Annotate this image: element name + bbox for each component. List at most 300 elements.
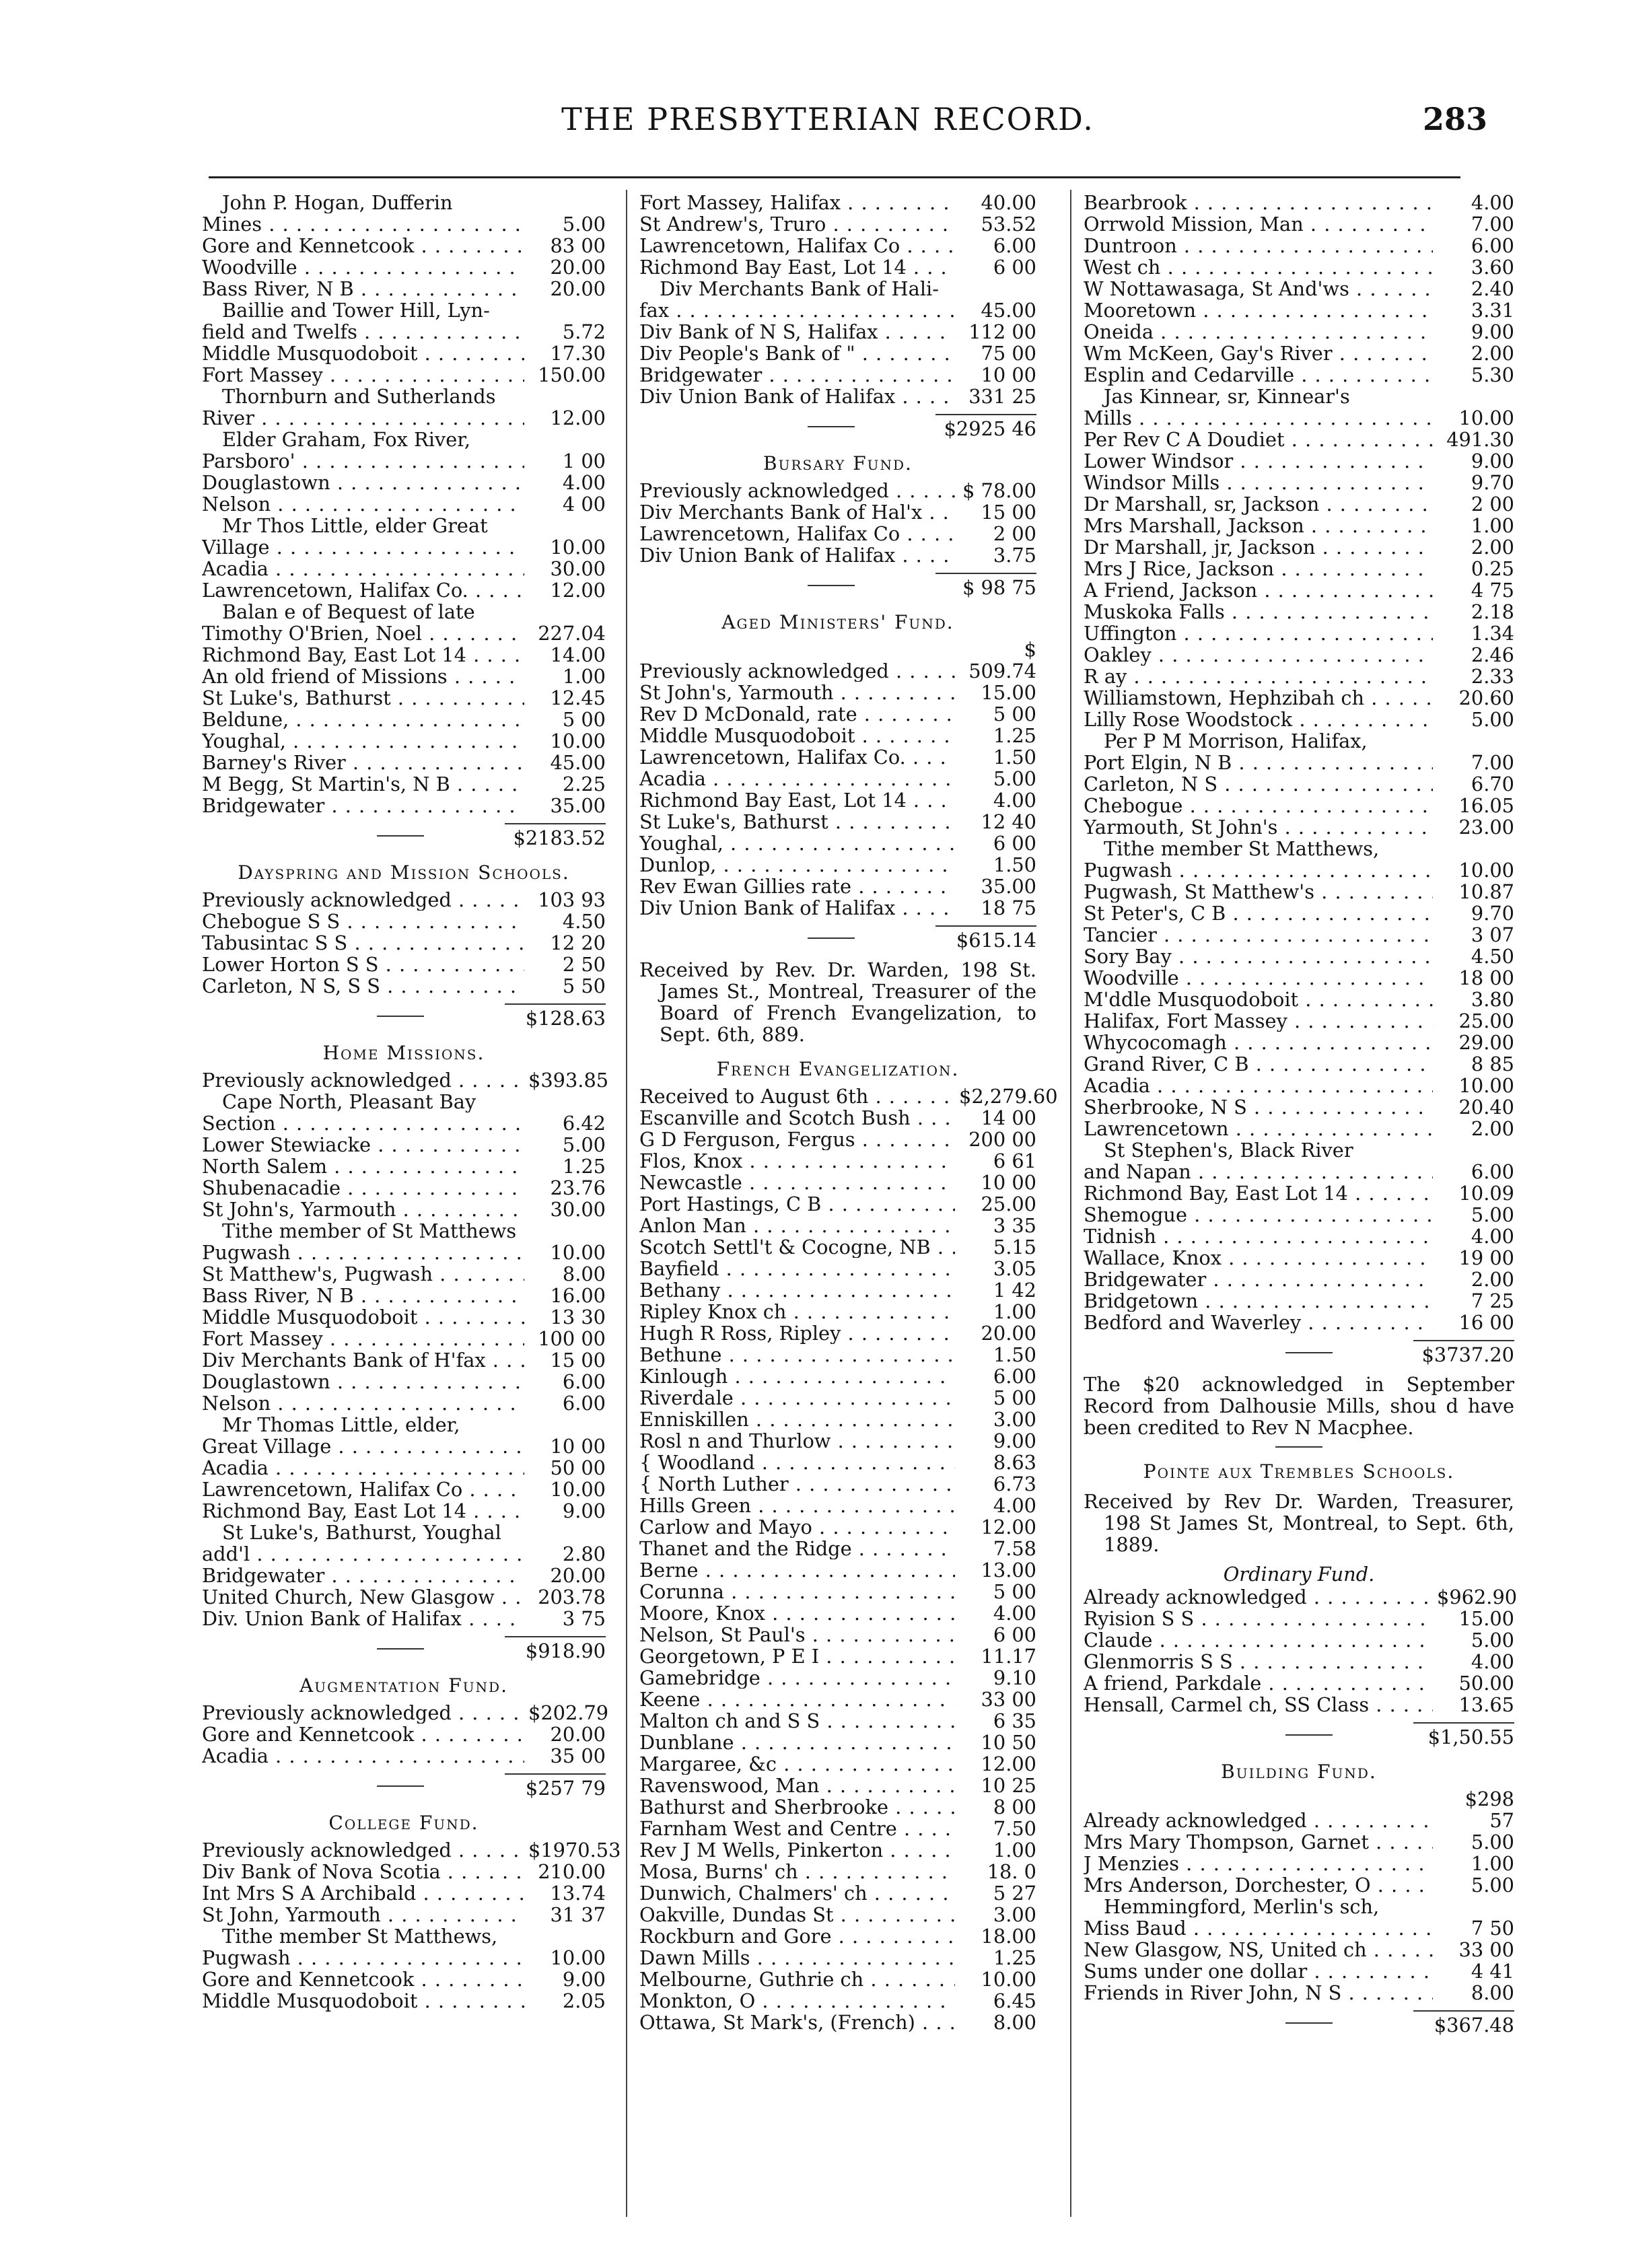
entry-label: Div Merchants Bank of Hali- [660, 278, 939, 299]
entry-label: Riverdale . . . [639, 1387, 955, 1409]
entry-label: Uffington . . . [1084, 623, 1433, 644]
entry-label: Thornburn and Sutherlands [222, 386, 496, 407]
ledger-entry [202, 1156, 606, 1177]
section-title: Building Fund. [1221, 1761, 1377, 1783]
ledger-entry [1084, 1312, 1514, 1333]
entry-label: Richmond Bay, East Lot 14 . . . [202, 1500, 524, 1522]
entry-label: Windsor Mills . . . [1084, 472, 1433, 493]
entry-label: Div Bank of Nova Scotia . . . [202, 1861, 524, 1882]
entry-list [639, 192, 1036, 407]
ledger-entry [202, 932, 606, 954]
ledger-entry [202, 1608, 606, 1629]
entry-amount: 33 00 [1458, 1938, 1514, 1961]
entry-amount: 12.00 [981, 1516, 1036, 1538]
entry-label: Village . . . [202, 536, 524, 558]
ledger-entry [1084, 623, 1514, 644]
entry-label: Dunwich, Chalmers' ch . . . [639, 1882, 955, 1904]
entry-amount: 7.00 [1471, 213, 1514, 236]
ledger-entry [1084, 407, 1514, 429]
entry-label: Acadia . . . [202, 1457, 524, 1479]
entry-label: Lawrencetown, Halifax Co. . . . [202, 579, 524, 601]
ledger-entry [202, 386, 606, 407]
entry-amount: 203.78 [538, 1586, 606, 1608]
ledger-entry [1084, 1831, 1514, 1853]
ledger-entry [202, 536, 606, 558]
entry-amount: 331 25 [968, 385, 1036, 408]
entry-label: Hills Green . . . [639, 1495, 955, 1516]
ledger-entry [202, 256, 606, 278]
ledger-entry [202, 1285, 606, 1306]
ledger-entry [1084, 687, 1514, 709]
entry-label: Parsboro' . . . [202, 450, 524, 472]
ledger-entry [1084, 1672, 1514, 1694]
entry-label: Port Hastings, C B . . . [639, 1193, 955, 1215]
ledger-entry [639, 278, 1036, 299]
entry-list [202, 1701, 609, 1767]
column-rule [626, 190, 627, 2217]
entry-amount: 112 00 [968, 320, 1036, 343]
entry-amount: 8.63 [993, 1451, 1036, 1474]
ledger-entry [1084, 493, 1514, 515]
ledger-entry [202, 1134, 606, 1156]
entry-label: Div Union Bank of Halifax . . . [639, 386, 955, 407]
ledger-entry [1084, 924, 1514, 946]
entry-amount: 10.00 [550, 1478, 606, 1501]
ledger-entry [639, 1322, 1036, 1344]
entry-amount: 103 93 [538, 888, 606, 911]
entry-label: Rosl n and Thurlow . . . [639, 1430, 955, 1452]
entry-label: Rockburn and Gore . . . [639, 1925, 955, 1947]
entry-label: Carlow and Mayo . . . [639, 1516, 955, 1538]
entry-amount: 6.73 [993, 1473, 1036, 1495]
entry-label: Nelson . . . [202, 1392, 524, 1414]
entry-label: Shubenacadie . . . [202, 1177, 524, 1199]
entry-amount: 4.50 [1471, 945, 1514, 968]
correction-note: The $20 acknowledged in September Record from Dalhousie Mills, shou d have been credited to Rev N Macphee. [1084, 1373, 1514, 1439]
entry-amount: 5.00 [1471, 1203, 1514, 1226]
entry-amount: 10.00 [1458, 859, 1514, 882]
entry-label: Grand River, C B . . . [1084, 1053, 1433, 1075]
entry-label: St John's, Yarmouth . . . [639, 682, 955, 703]
entry-amount: 4.00 [1471, 191, 1514, 214]
ledger-entry [639, 1279, 1036, 1301]
ledger-entry [202, 364, 606, 386]
entry-amount: 5 00 [562, 708, 606, 731]
entry-amount: 11.17 [981, 1645, 1036, 1668]
entry-amount: 8.00 [1471, 1981, 1514, 2004]
ledger-entry [639, 1473, 1036, 1495]
entry-amount: 9.70 [1471, 902, 1514, 925]
ledger-entry [639, 1516, 1036, 1538]
ledger-entry [1084, 967, 1514, 989]
entry-amount: 10 00 [981, 1171, 1036, 1194]
ledger-entry [639, 299, 1036, 321]
entry-label: Yarmouth, St John's . . . [1084, 816, 1433, 838]
entry-amount: 23.76 [550, 1176, 606, 1199]
entry-amount: 5.30 [1471, 363, 1514, 386]
entry-label: Pugwash . . . [202, 1947, 524, 1969]
entry-label: Rev J M Wells, Pinkerton . . . [639, 1839, 955, 1861]
entry-label: An old friend of Missions . . . [202, 666, 524, 687]
entry-label: Ripley Knox ch . . . [639, 1301, 955, 1322]
entry-label: add'l . . . [202, 1543, 524, 1565]
ledger-entry [1084, 1226, 1514, 1247]
entry-list [1084, 1586, 1518, 1716]
entry-list [202, 192, 606, 816]
ledger-entry [639, 1753, 1036, 1775]
ledger-entry [202, 1925, 606, 1947]
entry-label: Div Union Bank of Halifax . . . [639, 544, 955, 566]
section-title: Dayspring and Mission Schools. [238, 861, 570, 884]
entry-label: Lilly Rose Woodstock . . . [1084, 709, 1433, 730]
entry-amount: 6 00 [993, 256, 1036, 279]
entry-amount: 10.00 [550, 1946, 606, 1969]
entry-amount: 5.00 [562, 213, 606, 236]
ledger-entry [639, 682, 1036, 703]
entry-label: Mrs Mary Thompson, Garnet . . . [1084, 1831, 1433, 1853]
running-title: THE PRESBYTERIAN RECORD. [561, 101, 1094, 137]
entry-amount: 3.80 [1471, 988, 1514, 1011]
ledger-entry [1084, 795, 1514, 816]
ledger-entry [639, 1215, 1036, 1236]
ledger-entry [202, 687, 606, 709]
section-title: Augmentation Fund. [299, 1674, 508, 1697]
entry-amount: 1.50 [993, 746, 1036, 769]
entry-label: Gore and Kennetcook . . . [202, 1969, 524, 1990]
entry-amount: 210.00 [538, 1860, 606, 1883]
entry-label: Bridgewater . . . [639, 364, 955, 386]
ledger-entry [202, 1457, 606, 1479]
entry-label: Kinlough . . . [639, 1366, 955, 1387]
entry-amount: 19 00 [1458, 1246, 1514, 1269]
entry-label: Previously acknowledged . . . [202, 1069, 524, 1091]
entry-label: Chebogue S S . . . [202, 911, 524, 932]
entry-label: Duntroon . . . [1084, 235, 1433, 256]
ledger-entry [202, 911, 606, 932]
ledger-entry [639, 1409, 1036, 1430]
ledger-entry [202, 1586, 606, 1608]
ledger-entry [1084, 1939, 1514, 1960]
ledger-entry [639, 1947, 1036, 1969]
entry-amount: 2.05 [562, 1989, 606, 2012]
ledger-entry [639, 523, 1036, 544]
entry-label: Dr Marshall, sr, Jackson . . . [1084, 493, 1433, 515]
ledger-entry [202, 1839, 621, 1862]
entry-amount: $202.79 [528, 1701, 609, 1724]
entry-label: Enniskillen . . . [639, 1409, 955, 1430]
entry-label: Mooretown . . . [1084, 299, 1433, 321]
entry-label: Rev D McDonald, rate . . . [639, 703, 955, 725]
entry-amount: 3.00 [993, 1903, 1036, 1926]
entry-label: Rev Ewan Gillies rate . . . [639, 876, 955, 897]
ledger-entry [1084, 1139, 1514, 1161]
entry-label: St Peter's, C B . . . [1084, 902, 1433, 924]
entry-label: Muskoka Falls . . . [1084, 601, 1433, 623]
ledger-entry [202, 1177, 606, 1199]
entry-label: Ottawa, St Mark's, (French) . . . [639, 2012, 955, 2033]
ledger-entry [202, 1306, 606, 1328]
entry-label: Previously acknowledged . . . [639, 480, 955, 501]
entry-amount: 6.45 [993, 1989, 1036, 2012]
ledger-entry [202, 1328, 606, 1349]
ledger-entry [202, 429, 606, 450]
entry-label: Mr Thomas Little, elder, [222, 1414, 460, 1436]
entry-amount: 5 00 [993, 703, 1036, 725]
entry-label: Tithe member of St Matthews [222, 1220, 517, 1242]
entry-label: Dunblane . . . [639, 1732, 955, 1753]
ledger-entry [639, 1602, 1036, 1624]
entry-amount: 12.00 [550, 406, 606, 429]
ledger-entry [1084, 666, 1514, 687]
entry-amount: 1.50 [993, 1343, 1036, 1366]
ledger-entry [202, 1069, 609, 1092]
ledger-entry [202, 407, 606, 429]
entry-label: Gore and Kennetcook . . . [202, 1724, 524, 1745]
entry-amount: 35.00 [550, 794, 606, 817]
entry-amount: 12.45 [550, 686, 606, 709]
entry-label: Balan e of Bequest of late [222, 601, 475, 623]
entry-label: field and Twelfs . . . [202, 321, 524, 343]
ledger-entry [639, 703, 1036, 725]
ledger-entry [202, 1242, 606, 1263]
entry-label: Section . . . [202, 1112, 524, 1134]
entry-label: Halifax, Fort Massey . . . [1084, 1010, 1433, 1032]
ledger-entry [202, 954, 606, 975]
entry-label: Sory Bay . . . [1084, 946, 1433, 967]
treasurer-note: Received by Rev Dr. Warden, Treasurer, 198 St James St, Montreal, to Sept. 6th, 1889. [1084, 1490, 1514, 1556]
ledger-entry [639, 1193, 1036, 1215]
entry-amount: 1.25 [993, 1946, 1036, 1969]
entry-label: Bethune . . . [639, 1344, 955, 1366]
entry-amount: 5.00 [1471, 708, 1514, 731]
ledger-entry [1084, 1874, 1514, 1896]
entry-label: Tancier . . . [1084, 924, 1433, 946]
ledger-entry [639, 2012, 1036, 2033]
entry-amount: 6 35 [993, 1709, 1036, 1732]
entry-label: Oakville, Dundas St . . . [639, 1904, 955, 1925]
entry-label: Dunlop, . . . [639, 854, 955, 876]
ledger-entry [1084, 1053, 1514, 1075]
entry-label: Div Merchants Bank of Hal'x . . . [639, 501, 955, 523]
entry-label: Middle Musquodoboit . . . [202, 343, 524, 364]
entry-label: Woodville . . . [1084, 967, 1433, 989]
entry-label: fax . . . [639, 299, 955, 321]
entry-label: Tithe member St Matthews, [1104, 838, 1380, 859]
entry-label: Corunna . . . [639, 1581, 955, 1602]
entry-amount: 18 00 [1458, 966, 1514, 989]
entry-label: Georgetown, P E I . . . [639, 1645, 955, 1667]
entry-amount: 2.00 [1471, 1117, 1514, 1140]
ledger-entry [639, 343, 1036, 364]
entry-label: Baillie and Tower Hill, Lyn- [222, 299, 490, 321]
ledger-entry [202, 1990, 606, 2012]
entry-amount: 15 00 [981, 501, 1036, 524]
entry-label: W Nottawasaga, St And'ws . . . [1084, 278, 1433, 299]
entry-label: Newcastle . . . [639, 1172, 955, 1193]
entry-amount: 9.00 [993, 1429, 1036, 1452]
header-rule [209, 176, 1460, 178]
entry-label: Timothy O'Brien, Noel . . . [202, 623, 524, 644]
section-total: $ 98 75 [639, 573, 1036, 598]
entry-amount: 491.30 [1446, 428, 1514, 451]
ledger-entry [202, 795, 606, 816]
entry-list [202, 889, 606, 997]
entry-amount: 7 25 [1471, 1289, 1514, 1312]
entry-label: Already acknowledged . . . [1084, 1810, 1433, 1831]
ledger-entry [1084, 1010, 1514, 1032]
entry-amount: 17.30 [550, 342, 606, 365]
entry-amount: 3 35 [993, 1214, 1036, 1237]
entry-amount: 5 00 [993, 1386, 1036, 1409]
entry-label: Carleton, N S, S S . . . [202, 975, 524, 997]
entry-amount: 10.00 [550, 730, 606, 752]
entry-amount: 16 00 [1458, 1311, 1514, 1334]
ledger-entry [1084, 386, 1514, 407]
ledger-entry [639, 1904, 1036, 1925]
entry-amount: 20.60 [1458, 686, 1514, 709]
ledger-entry [202, 343, 606, 364]
entry-label: Mosa, Burns' ch . . . [639, 1861, 955, 1882]
entry-amount: 15 00 [550, 1349, 606, 1372]
entry-label: and Napan . . . [1084, 1161, 1433, 1182]
entry-amount: 5.00 [1471, 1629, 1514, 1652]
section-title: College Fund. [328, 1812, 479, 1834]
entry-amount: 25.00 [1458, 1009, 1514, 1032]
entry-amount: 4.00 [993, 789, 1036, 812]
entry-label: Beldune, . . . [202, 709, 524, 730]
entry-amount: 4.00 [562, 471, 606, 494]
ledger-entry [1084, 1896, 1514, 1917]
entry-amount: 10.87 [1458, 880, 1514, 903]
ledger-entry [639, 256, 1036, 278]
ledger-entry [1084, 1075, 1514, 1096]
entry-label: Middle Musquodoboit . . . [202, 1990, 524, 2012]
entry-amount: 5.00 [1471, 1831, 1514, 1853]
ledger-entry [639, 1775, 1036, 1796]
ledger-entry [639, 1495, 1036, 1516]
ledger-entry [1084, 816, 1514, 838]
entry-amount: 10.00 [1458, 1074, 1514, 1097]
entry-amount: 4.00 [1471, 1650, 1514, 1673]
ledger-entry [1084, 321, 1514, 343]
entry-amount: 12.00 [981, 1752, 1036, 1775]
entry-label: Fort Massey . . . [202, 364, 524, 386]
section-total: $615.14 [639, 925, 1036, 951]
ledger-entry [1084, 902, 1514, 924]
entry-label: Wallace, Knox . . . [1084, 1247, 1433, 1269]
ledger-entry [639, 1990, 1036, 2012]
entry-label: Div Bank of N S, Halifax . . . [639, 321, 955, 343]
ledger-entry [639, 854, 1036, 876]
section-title: Home Missions. [322, 1042, 485, 1064]
ledger-entry [639, 1452, 1036, 1473]
entry-amount: 1.00 [993, 1300, 1036, 1323]
entry-amount: 1.00 [1471, 514, 1514, 537]
section-total: $3737.20 [1084, 1340, 1514, 1366]
ledger-entry [1084, 536, 1514, 558]
ledger-entry [202, 730, 606, 752]
entry-label: Sherbrooke, N S . . . [1084, 1096, 1433, 1118]
entry-amount: 18.00 [981, 1925, 1036, 1948]
ledger-entry [1084, 450, 1514, 472]
entry-label: Nelson . . . [202, 493, 524, 515]
entry-amount: 0.25 [1471, 557, 1514, 580]
entry-amount: 8.00 [993, 2011, 1036, 2034]
entry-amount: 35.00 [981, 875, 1036, 898]
entry-amount: 2.33 [1471, 665, 1514, 688]
entry-label: Richmond Bay East, Lot 14 . . . [639, 256, 955, 278]
ledger-entry [1084, 773, 1514, 795]
entry-label: R ay . . . [1084, 666, 1433, 687]
ledger-entry [202, 1969, 606, 1990]
section-total: $1,50.55 [1084, 1722, 1514, 1748]
ledger-entry [1084, 1290, 1514, 1312]
ledger-entry [639, 1366, 1036, 1387]
page-number: 283 [1422, 101, 1487, 137]
entry-label: A friend, Parkdale . . . [1084, 1672, 1433, 1694]
entry-label: St Andrew's, Truro . . . [639, 213, 955, 235]
entry-label: Bass River, N B . . . [202, 1285, 524, 1306]
entry-label: Acadia . . . [1084, 1075, 1433, 1096]
entry-label: Acadia . . . [202, 1745, 524, 1767]
entry-label: J Menzies . . . [1084, 1853, 1433, 1874]
entry-amount: $962.90 [1437, 1586, 1518, 1608]
entry-label: Elder Graham, Fox River, [222, 429, 470, 450]
entry-label: Escanville and Scotch Bush . . . [639, 1107, 955, 1129]
entry-amount: 3.60 [1471, 256, 1514, 279]
entry-amount: 6.00 [993, 1365, 1036, 1388]
section-title: Bursary Fund. [763, 452, 913, 474]
column-3 [1084, 191, 1518, 2043]
ledger-entry [1084, 256, 1514, 278]
entry-label: Mines . . . [202, 213, 524, 235]
entry-label: Gore and Kennetcook . . . [202, 235, 524, 256]
entry-amount: 4 00 [562, 493, 606, 516]
ledger-entry [639, 544, 1036, 566]
entry-amount: 6 00 [993, 832, 1036, 855]
entry-label: Pugwash . . . [1084, 859, 1433, 881]
ledger-entry [1084, 601, 1514, 623]
entry-amount: 29.00 [1458, 1031, 1514, 1054]
entry-amount: 5.00 [993, 767, 1036, 790]
ledger-entry [202, 1565, 606, 1586]
entry-amount: 13.65 [1458, 1693, 1514, 1716]
entry-label: Div. Union Bank of Halifax . . . [202, 1608, 524, 1629]
ledger-entry [202, 1414, 606, 1436]
entry-amount: 3.75 [993, 544, 1036, 567]
ledger-entry [202, 623, 606, 644]
entry-label: Lower Windsor . . . [1084, 450, 1433, 472]
ledger-entry [1084, 472, 1514, 493]
entry-amount: 5.15 [993, 1236, 1036, 1259]
entry-amount: 12 40 [981, 810, 1036, 833]
ledger-entry [639, 1624, 1036, 1645]
ledger-entry [639, 1818, 1036, 1839]
entry-label: River . . . [202, 407, 524, 429]
entry-label: Sums under one dollar . . . [1084, 1960, 1433, 1982]
section-total: $257 79 [202, 1773, 606, 1799]
entry-amount: 4.00 [993, 1602, 1036, 1625]
entry-amount: 10 50 [981, 1731, 1036, 1754]
entry-label: Shemogue . . . [1084, 1204, 1433, 1226]
entry-label: West ch . . . [1084, 256, 1433, 278]
entry-label: Middle Musquodoboit . . . [202, 1306, 524, 1328]
ledger-entry [202, 472, 606, 493]
entry-label: Richmond Bay, East Lot 14 . . . [202, 644, 524, 666]
entry-label: M Begg, St Martin's, N B . . . [202, 773, 524, 795]
entry-amount: 3 75 [562, 1607, 606, 1630]
ledger-entry [639, 1344, 1036, 1366]
